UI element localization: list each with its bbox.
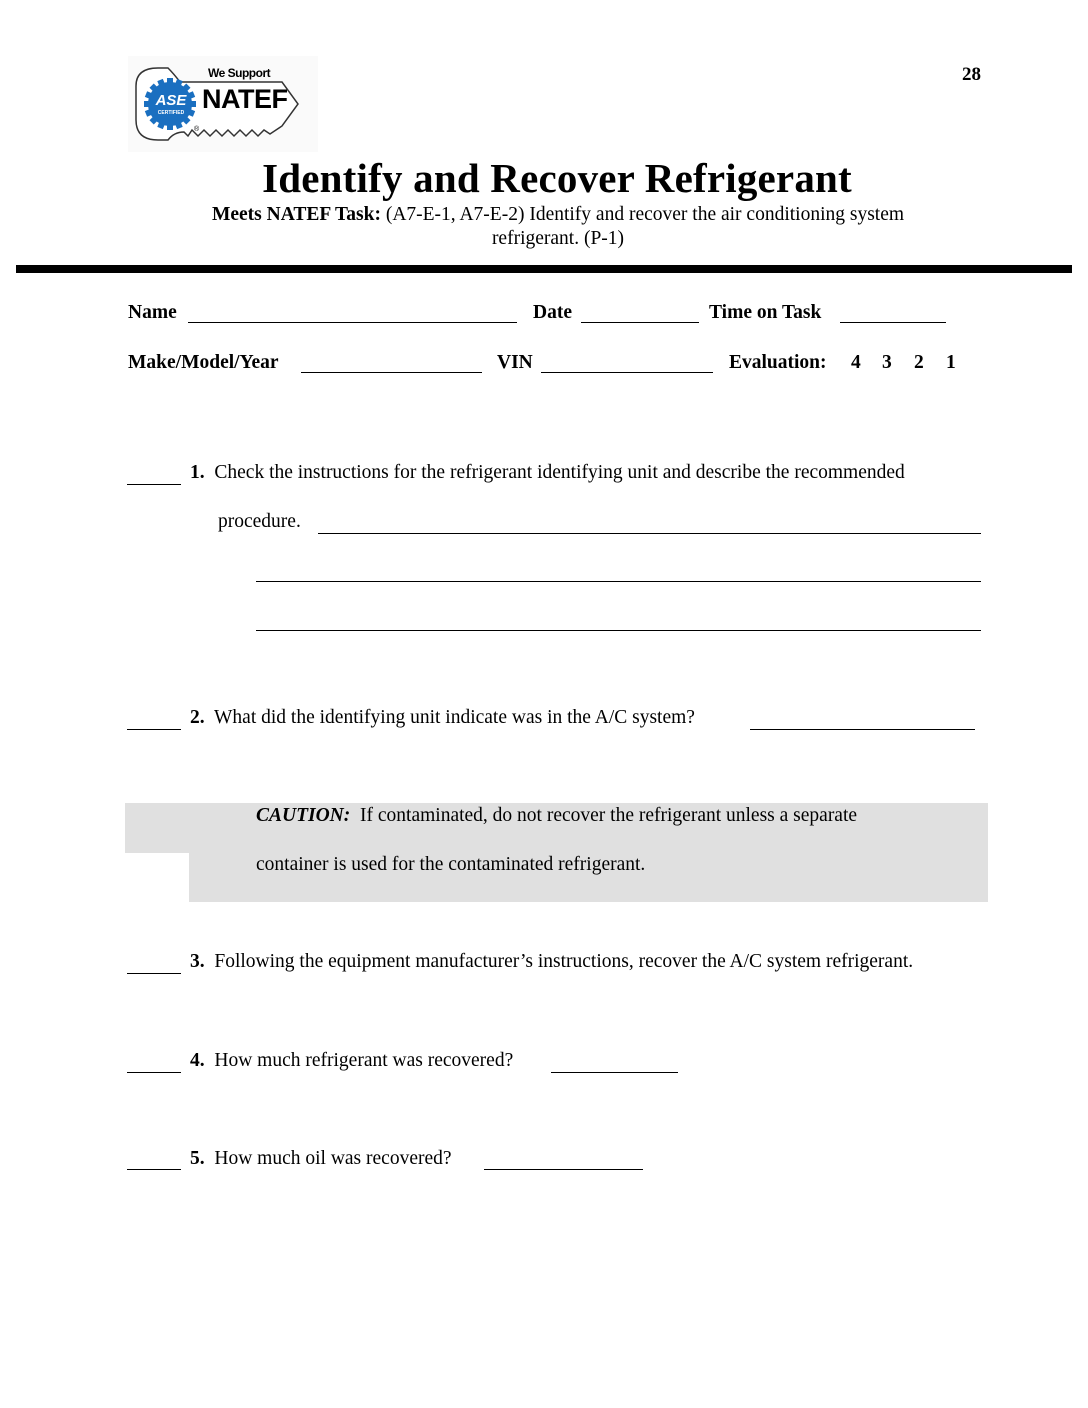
question-1-answer-line-1[interactable]: [318, 533, 981, 534]
question-1-text: Check the instructions for the refrigerant identifying unit and describe the recommended: [214, 462, 905, 483]
evaluation-option-4[interactable]: 4: [851, 352, 861, 373]
question-1-score-field[interactable]: [127, 484, 181, 485]
name-field[interactable]: [188, 322, 517, 323]
question-2-number: 2.: [190, 707, 205, 728]
question-5-answer-field[interactable]: [484, 1169, 643, 1170]
logo-brand-text: NATEF: [202, 84, 288, 114]
logo-badge-text: ASE: [155, 92, 187, 109]
make-model-year-label: Make/Model/Year: [128, 352, 279, 373]
caution-text-2: container is used for the contaminated refrigerant.: [256, 854, 646, 875]
question-1-text-line2: procedure.: [218, 511, 301, 532]
logo-top-text: We Support: [208, 66, 271, 80]
date-label: Date: [533, 302, 572, 323]
caution-line-1: [256, 805, 857, 827]
logo-registered-mark: ®: [194, 126, 200, 133]
question-2-answer-field[interactable]: [750, 729, 975, 730]
question-5: [190, 1148, 452, 1170]
question-5-text: How much oil was recovered?: [214, 1148, 452, 1169]
question-4-score-field[interactable]: [127, 1072, 181, 1073]
time-on-task-field[interactable]: [840, 322, 946, 323]
page-number: 28: [962, 64, 981, 85]
name-label: Name: [128, 302, 177, 323]
question-4-number: 4.: [190, 1050, 205, 1071]
evaluation-option-1[interactable]: 1: [946, 352, 956, 373]
header-divider: [16, 265, 1072, 273]
question-1: [190, 462, 905, 484]
question-5-number: 5.: [190, 1148, 205, 1169]
caution-label: CAUTION:: [256, 805, 351, 826]
question-1-number: 1.: [190, 462, 205, 483]
question-4: [190, 1050, 513, 1072]
vin-field[interactable]: [541, 372, 713, 373]
task-description: [160, 203, 956, 251]
question-4-answer-field[interactable]: [551, 1072, 678, 1073]
question-1-answer-line-3[interactable]: [256, 630, 981, 631]
caution-text-1: If contaminated, do not recover the refrigerant unless a separate: [360, 805, 858, 826]
date-field[interactable]: [581, 322, 699, 323]
task-text-line2: refrigerant. (P-1): [491, 228, 625, 249]
logo-badge-subtext: CERTIFIED: [157, 110, 185, 116]
question-1-answer-line-2[interactable]: [256, 581, 981, 582]
page-title: Identify and Recover Refrigerant: [262, 155, 852, 201]
vin-label: VIN: [497, 352, 533, 373]
question-2-score-field[interactable]: [127, 729, 181, 730]
evaluation-option-2[interactable]: 2: [914, 352, 924, 373]
question-3: [190, 951, 913, 973]
evaluation-label: Evaluation:: [729, 352, 827, 373]
question-5-score-field[interactable]: [127, 1169, 181, 1170]
task-label: Meets NATEF Task:: [211, 204, 381, 225]
task-text: (A7-E-1, A7-E-2) Identify and recover the air conditioning system: [385, 204, 905, 225]
question-3-text: Following the equipment manufacturer’s instructions, recover the A/C system refrigerant.: [214, 951, 914, 972]
question-2: [190, 707, 695, 729]
natef-logo: [128, 56, 318, 152]
question-2-text: What did the identifying unit indicate was in the A/C system?: [214, 707, 695, 728]
question-3-number: 3.: [190, 951, 205, 972]
question-4-text: How much refrigerant was recovered?: [214, 1050, 514, 1071]
make-model-year-field[interactable]: [301, 372, 482, 373]
time-on-task-label: Time on Task: [709, 302, 822, 323]
question-3-score-field[interactable]: [127, 973, 181, 974]
evaluation-option-3[interactable]: 3: [882, 352, 892, 373]
